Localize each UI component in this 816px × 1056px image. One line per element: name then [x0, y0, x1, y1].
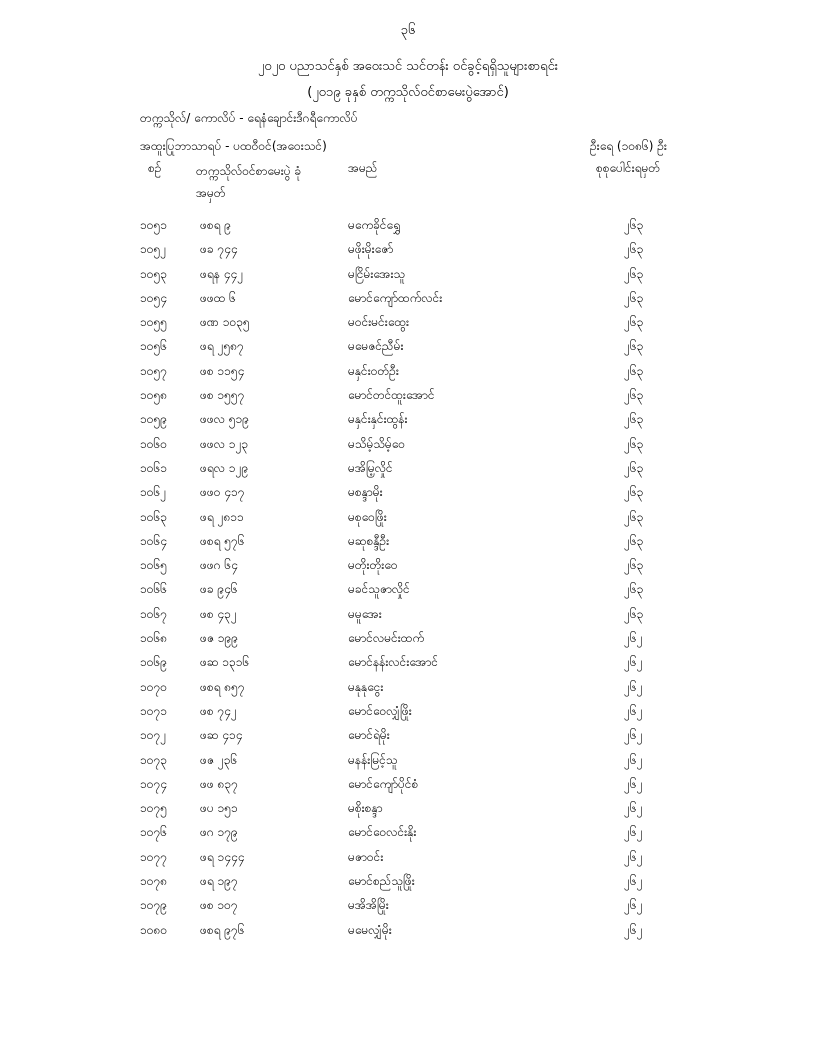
table-row [0, 727, 816, 751]
name-cell: မကေခိုင်ရွှေ [348, 218, 401, 232]
name-cell: မမေဇင်ညီမ်း [348, 339, 404, 354]
roll-cell: ဖရန ၄၄၂ [200, 266, 244, 281]
total-cell: ၂၆၃ [624, 266, 644, 281]
total-cell: ၂၆၂ [624, 679, 643, 694]
total-cell: ၂၆၂ [624, 898, 643, 913]
roll-cell: ဖစ ၇၄၂ [200, 703, 237, 718]
serial-cell: ၁၀၅၁ [140, 218, 167, 232]
serial-cell: ၁၀၇၅ [140, 801, 167, 816]
serial-cell: ၁၀၇၇ [140, 849, 167, 864]
total-cell: ၂၆၂ [624, 922, 643, 937]
name-cell: မောင်နန်းလင်းအောင် [348, 655, 439, 670]
name-cell: မစန္ဒာမိုး [348, 485, 383, 500]
serial-cell: ၁၀၇၉ [140, 898, 167, 913]
roll-cell: ဖဖဂ ၆၄ [200, 558, 238, 573]
table-row [0, 654, 816, 678]
roll-cell: ဖဖဝ ၄၁၇ [200, 485, 245, 500]
name-cell: မောင်လမင်းထက် [348, 631, 425, 646]
total-cell: ၂၆၂ [624, 752, 643, 767]
serial-cell: ၁၀၆၂ [140, 485, 167, 500]
column-header-total: စုစုပေါင်းရမှတ် [596, 161, 661, 175]
roll-cell: ဖဖလ ၅၁၉ [200, 412, 250, 427]
table-row [0, 557, 816, 581]
total-cell: ၂၆၃ [624, 436, 644, 451]
name-cell: မမူအေး [348, 606, 382, 621]
serial-cell: ၁၀၆၄ [140, 533, 167, 548]
roll-cell: ဖရ ၂၅၈၇ [200, 339, 244, 354]
column-header-roll: တက္ကသိုလ်ဝင်စာမေးပွဲ ခုံအမှတ် [196, 164, 302, 200]
table-row [0, 800, 816, 824]
total-cell: ၂၆၃ [624, 485, 644, 500]
serial-cell: ၁၀၆၇ [140, 606, 167, 621]
column-header-serial: စဉ် [148, 161, 162, 175]
roll-cell: ဖဖလ ၁၂၃ [200, 436, 249, 451]
serial-cell: ၁၀၈၀ [140, 922, 168, 937]
roll-cell: ဖရ ၁၉၇ [200, 874, 238, 889]
roll-cell: ဖစ ၁၀၇ [200, 898, 238, 913]
total-cell: ၂၆၂ [624, 801, 643, 816]
table-row [0, 776, 816, 800]
name-cell: မဖိုးမိုးဇော် [348, 242, 394, 257]
serial-cell: ၁၀၅၇ [140, 363, 167, 378]
roll-cell: ဖစ ၁၁၅၄ [200, 363, 245, 378]
serial-cell: ၁၀၇၃ [140, 752, 167, 767]
name-cell: မအိမြ့လှိုင် [348, 460, 393, 475]
table-row [0, 411, 816, 435]
total-cell: ၂၆၃ [624, 315, 644, 330]
name-cell: မစိုးစန္ဒာ [348, 801, 383, 816]
name-cell: မသိမ့်သိမ့်ဝေ [348, 436, 406, 451]
name-cell: မနှင်းဝတ်ဦး [348, 363, 399, 378]
name-cell: မနှင်းနှင်းထွန်း [348, 412, 408, 427]
serial-cell: ၁၀၇၁ [140, 703, 167, 718]
table-row [0, 363, 816, 387]
total-cell: ၂၆၂ [624, 703, 643, 718]
results-table [0, 217, 816, 946]
roll-cell: ဖစရ ၉၇၆ [200, 922, 245, 937]
table-row [0, 338, 816, 362]
serial-cell: ၁၀၇၂ [140, 728, 167, 743]
total-count: ဦးရေ (၁၀၈၆) ဦး [590, 139, 667, 153]
serial-cell: ၁၀၆၉ [140, 655, 167, 670]
name-cell: မခင်သူဇာလှိုင် [348, 582, 410, 597]
document-subtitle: (၂၀၁၉ ခုနှစ် တက္ကသိုလ်ဝင်စာမေးပွဲအောင်) [307, 85, 509, 100]
table-row [0, 824, 816, 848]
roll-cell: ဖရလ ၁၂၉ [200, 460, 249, 475]
table-row [0, 752, 816, 776]
name-cell: မောင်စည်သူဖြိုး [348, 874, 415, 889]
table-row [0, 581, 816, 605]
serial-cell: ၁၀၅၂ [140, 242, 167, 257]
total-cell: ၂၆၃ [624, 606, 644, 621]
table-row [0, 217, 816, 241]
serial-cell: ၁၀၇၄ [140, 776, 167, 791]
serial-cell: ၁၀၆၃ [140, 509, 167, 524]
table-row [0, 679, 816, 703]
roll-cell: ဖဖထ ၆ [200, 290, 236, 305]
name-cell: မတိုးတိုးဝေ [348, 558, 398, 573]
serial-cell: ၁၀၇၈ [140, 874, 168, 889]
roll-cell: ဖဂ ၁၇၉ [200, 825, 238, 840]
name-cell: မောင်တင်ထူးအောင် [348, 388, 435, 403]
roll-cell: ဖဖ ၈၃၇ [200, 776, 238, 791]
table-row [0, 630, 816, 654]
roll-cell: ဖစ ၄၃၂ [200, 606, 237, 621]
table-row [0, 460, 816, 484]
serial-cell: ၁၀၆၅ [140, 558, 167, 573]
serial-cell: ၁၀၆၆ [140, 582, 167, 597]
total-cell: ၂၆၃ [624, 218, 644, 232]
roll-cell: ဖခ ၇၄၄ [200, 242, 238, 257]
page-number: ၃၆ [400, 23, 416, 38]
table-row [0, 703, 816, 727]
name-cell: မဝင်းမင်းထွေး [348, 315, 410, 330]
total-cell: ၂၆၃ [624, 388, 644, 403]
name-cell: မငြိမ်းအေးသူ [348, 266, 406, 281]
name-cell: မဇာဝင်း [348, 849, 384, 864]
table-row [0, 873, 816, 897]
serial-cell: ၁၀၅၆ [140, 339, 167, 354]
total-cell: ၂၆၂ [624, 874, 643, 889]
serial-cell: ၁၀၆၀ [140, 436, 167, 451]
roll-cell: ဖဇ ၁၉၉ [200, 631, 239, 646]
roll-cell: ဖဆ ၄၁၄ [200, 728, 243, 743]
total-cell: ၂၆၂ [624, 655, 643, 670]
name-cell: မနုနုငွေး [348, 679, 384, 694]
name-cell: မမေလျှံမိုး [348, 922, 392, 937]
roll-cell: ဖစရ ၉ [200, 218, 232, 232]
total-cell: ၂၆၃ [624, 533, 644, 548]
table-row [0, 314, 816, 338]
total-cell: ၂၆၃ [624, 558, 644, 573]
university-line: တက္ကသိုလ်/ ကောလိပ် - ရေနံချောင်းဒီဂရီကောလိပ် [140, 111, 358, 125]
serial-cell: ၁၀၅၃ [140, 266, 167, 281]
total-cell: ၂၆၃ [624, 509, 644, 524]
table-row [0, 849, 816, 873]
serial-cell: ၁၀၇၆ [140, 825, 167, 840]
total-cell: ၂၆၂ [624, 776, 643, 791]
total-cell: ၂၆၂ [624, 728, 643, 743]
name-cell: မနန်းမြင့်သူ [348, 752, 398, 767]
name-cell: မောင်ကျော်ထက်လင်း [348, 290, 443, 305]
roll-cell: ဖပ ၁၅၁ [200, 801, 238, 816]
total-cell: ၂၆၃ [624, 412, 644, 427]
roll-cell: ဖစရ ၈၅၇ [200, 679, 245, 694]
serial-cell: ၁၀၅၅ [140, 315, 167, 330]
serial-cell: ၁၀၆၁ [140, 460, 167, 475]
roll-cell: ဖခ ၉၄၆ [200, 582, 238, 597]
serial-cell: ၁၀၅၈ [140, 388, 168, 403]
total-cell: ၂၆၂ [624, 631, 643, 646]
subject-line: အထူးပြုဘာသာရပ် - ပထဝီဝင်(အဝေးသင်) [140, 139, 327, 153]
name-cell: မအိအိမြိုး [348, 898, 389, 913]
document-title: ၂၀၂၀ ပညာသင်နှစ် အဝေးသင် သင်တန်း ဝင်ခွင့်ရရှိသူများစာရင်း [257, 59, 559, 74]
name-cell: မောင်ဝေလင်းနိုး [348, 825, 417, 840]
total-cell: ၂၆၃ [624, 582, 644, 597]
name-cell: မဆုစန္ဒီဦး [348, 533, 390, 548]
table-row [0, 533, 816, 557]
roll-cell: ဖရ ၂၈၁၁ [200, 509, 244, 524]
total-cell: ၂၆၂ [624, 849, 643, 864]
total-cell: ၂၆၃ [624, 339, 644, 354]
column-header-name: အမည် [348, 161, 378, 175]
total-cell: ၂၆၃ [624, 242, 644, 257]
table-row [0, 290, 816, 314]
name-cell: မောင်ဝေလျှံဖြိုး [348, 703, 412, 718]
serial-cell: ၁၀၅၄ [140, 290, 167, 305]
table-row [0, 922, 816, 946]
total-cell: ၂၆၃ [624, 363, 644, 378]
total-cell: ၂၆၃ [624, 290, 644, 305]
roll-cell: ဖဏ ၁၀၃၅ [200, 315, 250, 330]
roll-cell: ဖစ ၁၅၅၇ [200, 388, 245, 403]
table-row [0, 897, 816, 921]
table-row [0, 266, 816, 290]
serial-cell: ၁၀၅၉ [140, 412, 167, 427]
table-row [0, 484, 816, 508]
table-row [0, 387, 816, 411]
table-row [0, 509, 816, 533]
roll-cell: ဖစရ ၅၇၆ [200, 533, 245, 548]
total-cell: ၂၆၃ [624, 460, 644, 475]
roll-cell: ဖရ ၁၄၄၄ [200, 849, 245, 864]
name-cell: မစုဝေဖြိုး [348, 509, 387, 524]
roll-cell: ဖဇ ၂၃၆ [200, 752, 238, 767]
table-row [0, 241, 816, 265]
total-cell: ၂၆၂ [624, 825, 643, 840]
table-row [0, 606, 816, 630]
serial-cell: ၁၀၇၀ [140, 679, 167, 694]
table-row [0, 436, 816, 460]
name-cell: မောင်ကျော်ပိုင်စံ [348, 776, 419, 791]
roll-cell: ဖဆ ၁၃၁၆ [200, 655, 250, 670]
serial-cell: ၁၀၆၈ [140, 631, 168, 646]
name-cell: မောင်ရဲမိုး [348, 728, 390, 743]
